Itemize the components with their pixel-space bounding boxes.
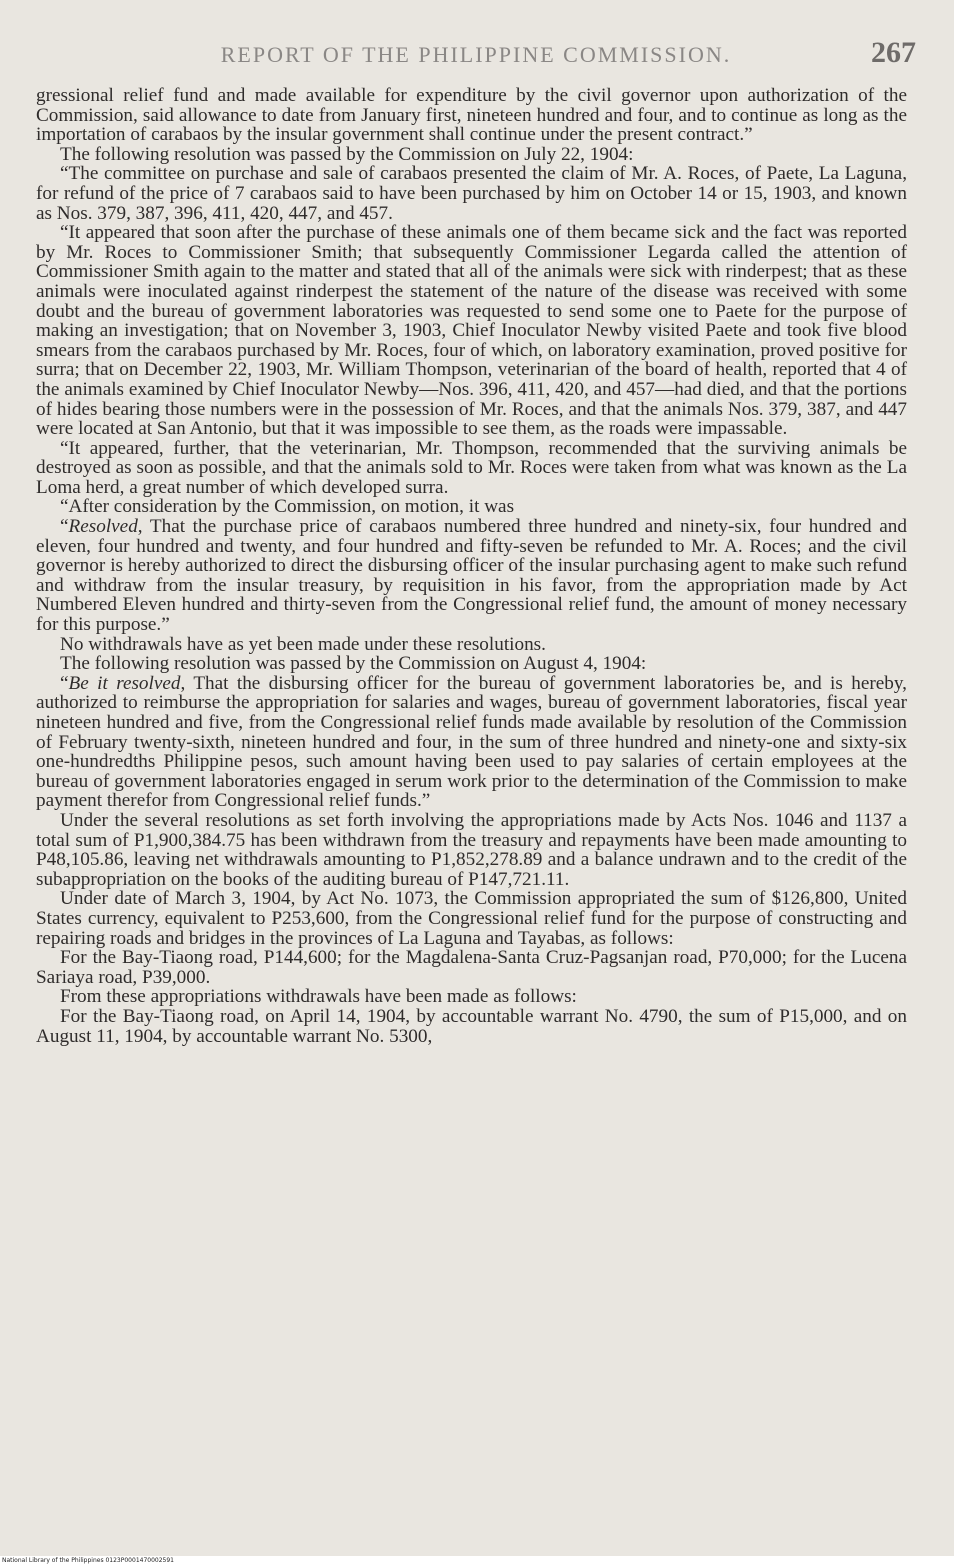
- paragraph: “After consideration by the Commission, on motion, it was: [60, 496, 515, 518]
- italic-term: Be it resolved: [68, 672, 181, 694]
- paragraph: The following resolution was passed by the Commission on July 22, 1904:: [60, 143, 634, 165]
- page-number: 267: [871, 36, 916, 69]
- paragraph: “It appeared, further, that the veterinarian, Mr. Thompson, recommended that the surviving animals be destroyed as soon as possible, and that the animals sold to Mr. Roces were taken from what was known as the La Loma herd, a great number of which developed surra.: [36, 437, 907, 498]
- paragraph: Under date of March 3, 1904, by Act No. 1073, the Commission appropriated the sum of $126,800, United States currency, equivalent to P253,600, from the Congressional relief fund for the purpose of constructing and repairing roads and bridges in the provinces of La Laguna and Tayabas, as follows:: [36, 888, 907, 949]
- paragraph: Under the several resolutions as set forth involving the appropriations made by Acts Nos. 1046 and 1137 a total sum of P1,900,384.75 has been withdrawn from the treasury and repayments have been made amounting to P48,105.86, leaving net withdrawals amounting to P1,852,278.89 and a balance undrawn and to the credit of the subappropriation on the books of the auditing bureau of P147,721.11.: [36, 809, 907, 890]
- paragraph: No withdrawals have as yet been made under these resolutions.: [60, 633, 546, 655]
- italic-term: Resolved: [68, 516, 138, 538]
- paragraph: The following resolution was passed by the Commission on August 4, 1904:: [60, 653, 647, 675]
- paragraph: “Be it resolved, That the disbursing officer for the bureau of government laboratories be, and is hereby, authorized to reimburse the appropriation for salaries and wages, bureau of government laboratories, fiscal year nineteen hundred and five, from the Congressional relief funds made available by resolution of the Commission of February twenty-sixth, nineteen hundred and four, in the sum of three hundred and ninety-one and sixty-six one-hundredths Philippine pesos, such amount having been used to pay salaries of certain employees at the bureau of government laboratories engaged in serum work prior to the determination of the Commission to make payment therefor from Congressional relief funds.”: [36, 672, 907, 812]
- scan-credit: National Library of the Philippines 0123P0001470002591: [2, 1557, 174, 1564]
- paragraph: “The committee on purchase and sale of carabaos presented the claim of Mr. A. Roces, of Paete, La Laguna, for refund of the price of 7 carabaos said to have been purchased by him on October 14 or 15, 1903, and known as Nos. 379, 387, 396, 411, 420, 447, and 457.: [36, 163, 907, 224]
- paragraph: “Resolved, That the purchase price of carabaos numbered three hundred and ninety-six, four hundred and eleven, four hundred and twenty, and four hundred and fifty-seven be refunded to Mr. A. Roces; and the civil governor is hereby authorized to direct the disbursing officer of the insular purchasing agent to make such refund and withdraw from the insular treasury, by requisition in his favor, from the appropriation made by Act Numbered Eleven hundred and thirty-seven from the Congressional relief fund, the amount of money necessary for this purpose.”: [36, 516, 907, 636]
- running-head: REPORT OF THE PHILIPPINE COMMISSION.: [220, 42, 732, 67]
- scan-footer: [0, 1556, 954, 1566]
- paragraph: For the Bay-Tiaong road, on April 14, 1904, by accountable warrant No. 4790, the sum of P15,000, and on August 11, 1904, by accountable warrant No. 5300,: [36, 1005, 907, 1047]
- paragraph: For the Bay-Tiaong road, P144,600; for the Magdalena-Santa Cruz-Pagsanjan road, P70,000; for the Lucena Sariaya road, P39,000.: [36, 947, 907, 988]
- body-text: [36, 86, 907, 1046]
- paragraph: “It appeared that soon after the purchase of these animals one of them became sick and the fact was reported by Mr. Roces to Commissioner Smith; that subsequently Commissioner Legarda called the attention of Commissioner Smith again to the matter and stated that all of the animals were sick with rinderpest; that as these animals were inoculated against rinderpest the statement of the nature of the disease was received with some doubt and the bureau of government laboratories was requested to send some one to Paete for the purpose of making an investigation; that on November 3, 1903, Chief Inoculator Newby visited Paete and took five blood smears from the carabaos purchased by Mr. Roces, four of which, on laboratory examination, proved positive for surra; that on December 22, 1903, Mr. William Thompson, veterinarian of the board of health, reported that 4 of the animals examined by Chief Inoculator Newby—Nos. 396, 411, 420, and 457—had died, and that the portions of hides bearing those numbers were in the possession of Mr. Roces, and that the animals Nos. 379, 387, and 447 were located at San Antonio, but that it was impossible to see them, as the roads were impassable.: [36, 222, 907, 440]
- paragraph: gressional relief fund and made available for expenditure by the civil governor upon authorization of the Commission, said allowance to date from January first, nineteen hundred and four, and to continue as long as the importation of carabaos by the insular government shall continue under the present contract.”: [36, 85, 907, 146]
- page-header: [36, 36, 916, 76]
- paragraph: From these appropriations withdrawals have been made as follows:: [60, 986, 577, 1008]
